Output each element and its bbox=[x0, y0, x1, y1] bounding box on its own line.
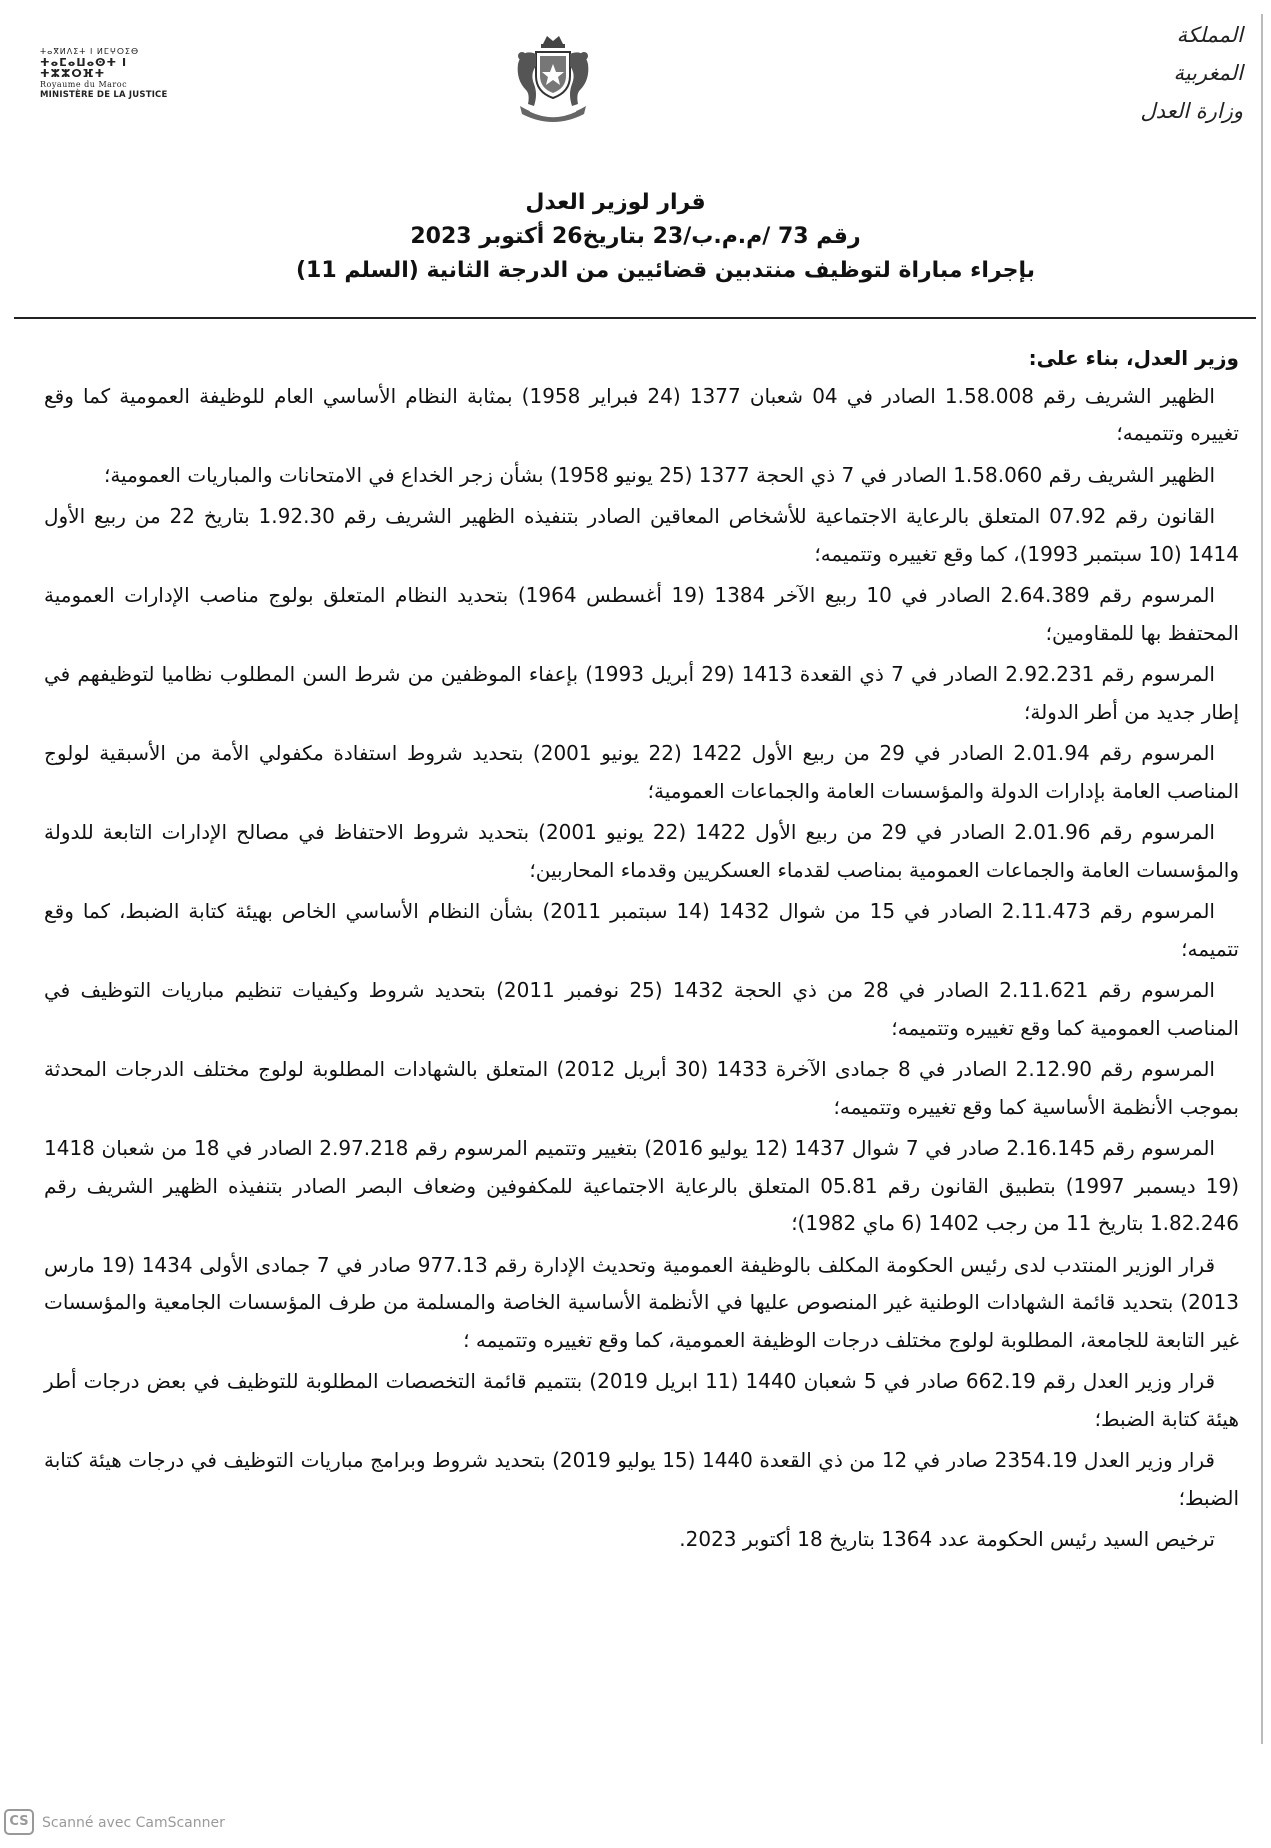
title-line-3: بإجراء مباراة لتوظيف منتدبين قضائيين من الدرجة الثانية (السلم 11) bbox=[295, 258, 1036, 283]
title-divider bbox=[14, 317, 1256, 319]
camscanner-logo-icon: CS bbox=[4, 1809, 34, 1835]
recital-12: قرار الوزير المنتدب لدى رئيس الحكومة المكلف بالوظيفة العمومية وتحديث الإدارة رقم 977.13 صادر في 7 جمادى الأولى 1434 (19 مارس 2013) بتحديد قائمة الشهادات الوطنية غير المنصوص عليها في الأنظمة الأساسية الخاصة والمسلمة من طرف المؤسسات الجامعية والمؤسسات غير التابعة للجامعة، المطلوبة لولوج مختلف درجات الوظيفة العمومية، كما وقع تغييره وتتميمه ؛ bbox=[44, 1252, 1239, 1352]
recital-4: المرسوم رقم 2.64.389 الصادر في 10 ربيع الآخر 1384 (19 أغسطس 1964) بتحديد النظام المتعلق بولوج مناصب الإدارات العمومية المحتفظ بها للمقاومين؛ bbox=[44, 583, 1239, 645]
recital-13: قرار وزير العدل رقم 662.19 صادر في 5 شعبان 1440 (11 ابريل 2019) بتتميم قائمة التخصصات المطلوبة للتوظيف في بعض درجات أطر هيئة كتابة الضبط؛ bbox=[44, 1369, 1239, 1431]
recital-7: المرسوم رقم 2.01.96 الصادر في 29 من ربيع الأول 1422 (22 يونيو 2001) بتحديد شروط الاحتفاظ في مصالح الإدارات التابعة للدولة والمؤسسات العامة والجماعات العمومية بمناصب لقدماء العسكريين وقدماء المحاربين؛ bbox=[44, 820, 1239, 882]
recital-1: الظهير الشريف رقم 1.58.008 الصادر في 04 شعبان 1377 (24 فبراير 1958) بمثابة النظام الأساسي العام للوظيفة العمومية كما وقع تغييره وتتميمه؛ bbox=[44, 383, 1239, 445]
recital-11: المرسوم رقم 2.16.145 صادر في 7 شوال 1437 (12 يوليو 2016) بتغيير وتتميم المرسوم رقم 2.97.218 الصادر في 18 من شعبان 1418 (19 ديسمبر 1997) بتطبيق القانون رقم 05.81 المتعلق بالرعاية الاجتماعية للمكفوفين وضعاف البصر الصادر بتنفيذه الظهير الشريف رقم 1.82.246 بتاريخ 11 من رجب 1402 (6 ماي 1982)؛ bbox=[44, 1136, 1240, 1235]
title-line-1: قرار لوزير العدل bbox=[525, 190, 706, 215]
royaume-label: Royaume du Maroc bbox=[40, 80, 128, 89]
recital-9: المرسوم رقم 2.11.621 الصادر في 28 من ذي الحجة 1432 (25 نوفمبر 2011) بتحديد شروط وكيفيات تنظيم مباريات التوظيف في المناصب العمومية كما وقع تغييره وتتميمه؛ bbox=[44, 978, 1239, 1040]
ministry-ar-label: وزارة العدل bbox=[1140, 99, 1243, 123]
recital-6: المرسوم رقم 2.01.94 الصادر في 29 من ربيع الأول 1422 (22 يونيو 2001) بتحديد شروط استفادة مكفولي الأمة من الأسبقية لولوج المناصب العامة بإدارات الدولة والمؤسسات العامة والجماعات العمومية؛ bbox=[44, 741, 1239, 803]
recital-15: ترخيص السيد رئيس الحكومة عدد 1364 بتاريخ 18 أكتوبر 2023. bbox=[679, 1527, 1215, 1551]
decision-body bbox=[44, 340, 1239, 1559]
ministry-header-ar bbox=[1103, 16, 1243, 130]
tifinagh-line-1: ⵜⴰⴳⵍⴷⵉⵜ ⵏ ⵍⵎⵖⵔⵉⴱ bbox=[40, 47, 140, 56]
recital-8: المرسوم رقم 2.11.473 الصادر في 15 من شوال 1432 (14 سبتمبر 2011) بشأن النظام الأساسي الخاص بهيئة كتابة الضبط، كما وقع تتميمه؛ bbox=[44, 899, 1239, 961]
scan-edge-line bbox=[1261, 14, 1263, 1744]
title-line-2: رقم 73 /م.م.ب/23 بتاريخ26 أكتوبر 2023 bbox=[410, 224, 861, 249]
body-intro: وزير العدل، بناء على: bbox=[1028, 346, 1239, 370]
tifinagh-line-2: ⵜⴰⵎⴰⵡⴰⵙⵜ ⵏ ⵜⵣⵣⵔⴼⵜ bbox=[40, 56, 128, 80]
camscanner-label: Scanné avec CamScanner bbox=[42, 1815, 225, 1831]
recital-10: المرسوم رقم 2.12.90 الصادر في 8 جمادى الآخرة 1433 (30 أبريل 2012) المتعلق بالشهادات المطلوبة لولوج مختلف الدرجات المحدثة بموجب الأنظمة الأساسية كما وقع تغييره وتتميمه؛ bbox=[44, 1057, 1239, 1119]
recital-5: المرسوم رقم 2.92.231 الصادر في 7 ذي القعدة 1413 (29 أبريل 1993) بإعفاء الموظفين من شرط السن المطلوب نظاميا لتوظيفهم في إطار جديد من أطر الدولة؛ bbox=[44, 662, 1239, 724]
ministry-header-fr bbox=[40, 46, 170, 101]
recital-2: الظهير الشريف رقم 1.58.060 الصادر في 7 ذي الحجة 1377 (25 يونيو 1958) بشأن زجر الخداع في الامتحانات والمباريات العمومية؛ bbox=[103, 462, 1215, 487]
ministere-label: MINISTÈRE DE LA JUSTICE bbox=[40, 90, 168, 100]
recital-3: القانون رقم 07.92 المتعلق بالرعاية الاجتماعية للأشخاص المعاقين الصادر بتنفيذه الظهير الشريف رقم 1.92.30 بتاريخ 22 من ربيع الأول 1414 (10 سبتمبر 1993)، كما وقع تغييره وتتميمه؛ bbox=[44, 504, 1239, 566]
coat-of-arms-icon bbox=[510, 34, 596, 128]
recital-14: قرار وزير العدل 2354.19 صادر في 12 من ذي القعدة 1440 (15 يوليو 2019) بتحديد شروط وبرامج مباريات التوظيف في درجات هيئة كتابة الضبط؛ bbox=[44, 1448, 1239, 1510]
decision-title bbox=[0, 186, 1271, 288]
kingdom-ar-label: المملكة المغربية bbox=[1173, 23, 1243, 85]
